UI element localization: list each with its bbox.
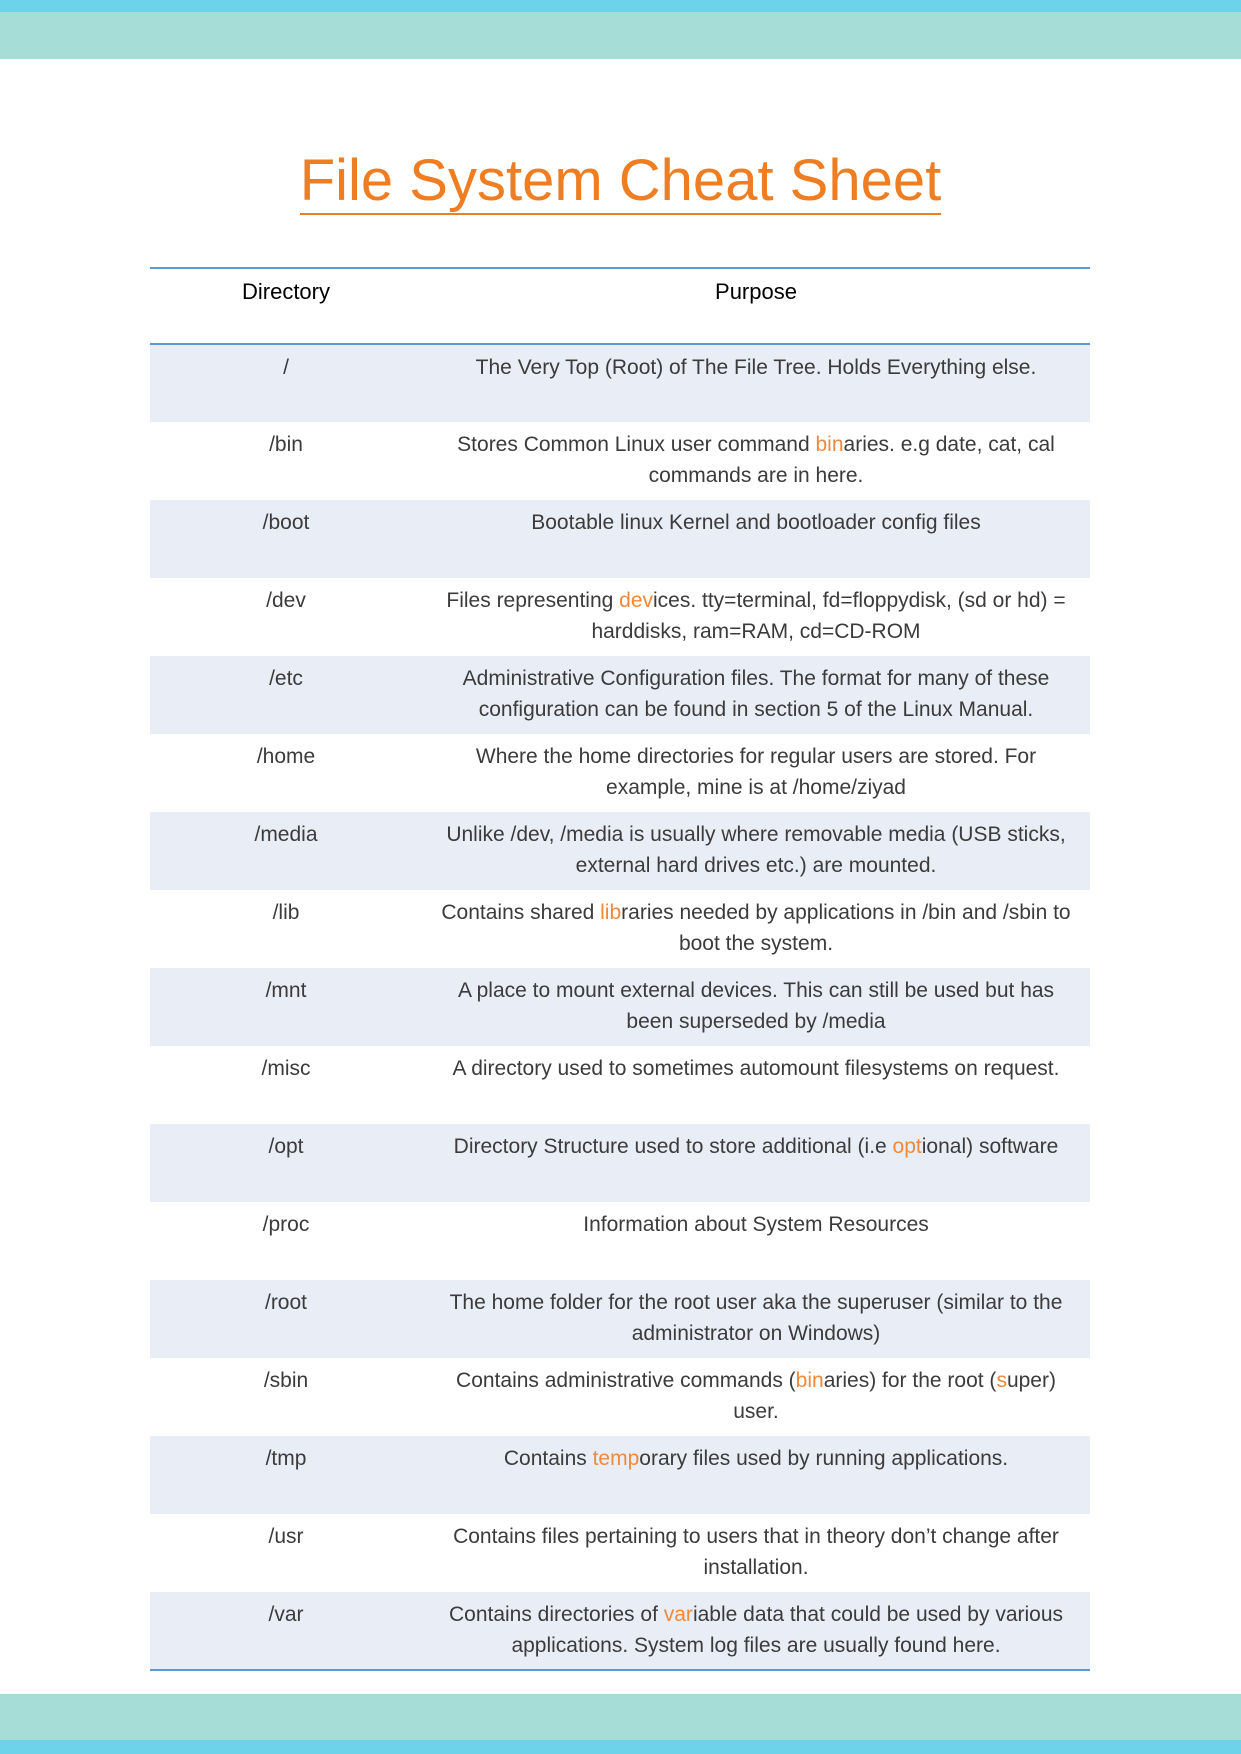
purpose-cell: [422, 890, 1090, 968]
purpose-cell: [422, 1124, 1090, 1202]
table-row: [150, 344, 1090, 422]
purpose-cell: [422, 656, 1090, 734]
page-title: [0, 148, 1241, 215]
directory-cell: /mnt: [265, 979, 307, 1002]
purpose-text: aries. e.g date, cat, cal commands are in here.: [648, 433, 1055, 487]
table-row: [150, 500, 1090, 578]
purpose-highlight: opt: [892, 1135, 922, 1158]
purpose-text: The home folder for the root user aka the superuser (similar to the administrator on Windows): [449, 1291, 1063, 1345]
footer-band-edge: [0, 1740, 1241, 1754]
table-row: [150, 578, 1090, 656]
table-row: [150, 1436, 1090, 1514]
directory-cell: /lib: [272, 901, 300, 924]
table-row: [150, 1592, 1090, 1670]
purpose-text: Contains directories of: [448, 1603, 664, 1626]
directory-cell: /root: [264, 1291, 308, 1314]
purpose-text: Contains: [503, 1447, 593, 1470]
table-row: [150, 1202, 1090, 1280]
purpose-highlight: temp: [592, 1447, 640, 1470]
table-row: [150, 1046, 1090, 1124]
table-row: [150, 812, 1090, 890]
purpose-text: aries) for the root (: [823, 1369, 997, 1392]
table-row: [150, 1514, 1090, 1592]
purpose-cell: [422, 1514, 1090, 1592]
directory-cell: /proc: [262, 1213, 310, 1236]
table-row: [150, 968, 1090, 1046]
directory-cell: /boot: [262, 511, 310, 534]
directory-cell: /home: [256, 745, 316, 768]
table-header-row: [150, 268, 1090, 344]
purpose-cell: [422, 1202, 1090, 1280]
footer-band: [0, 1694, 1241, 1740]
directory-cell: /usr: [268, 1525, 304, 1548]
purpose-cell: [422, 1280, 1090, 1358]
page-title-text: File System Cheat Sheet: [299, 148, 942, 213]
table-row: [150, 656, 1090, 734]
directory-cell: /opt: [268, 1135, 304, 1158]
purpose-cell: [422, 500, 1090, 578]
purpose-cell: [422, 968, 1090, 1046]
column-header-directory: Directory: [241, 279, 330, 304]
purpose-text: iable data that could be used by various applications. System log files are usually found here.: [511, 1603, 1064, 1657]
purpose-text: Bootable linux Kernel and bootloader config files: [531, 511, 981, 534]
purpose-text: The Very Top (Root) of The File Tree. Holds Everything else.: [475, 356, 1037, 379]
purpose-text: A directory used to sometimes automount filesystems on request.: [452, 1057, 1060, 1080]
purpose-cell: [422, 1592, 1090, 1670]
purpose-text: Contains shared: [441, 901, 601, 924]
purpose-cell: [422, 578, 1090, 656]
purpose-text: Information about System Resources: [583, 1213, 929, 1236]
cheat-sheet-table: [150, 267, 1090, 1671]
purpose-highlight: lib: [600, 901, 622, 924]
table-body: [150, 344, 1090, 1670]
table-header: [150, 268, 1090, 344]
table-row: [150, 1280, 1090, 1358]
purpose-highlight: dev: [619, 589, 653, 612]
purpose-highlight: bin: [795, 1369, 824, 1392]
purpose-highlight: s: [996, 1369, 1007, 1392]
purpose-text: ices. tty=terminal, fd=floppydisk, (sd or hd) = harddisks, ram=RAM, cd=CD-ROM: [591, 589, 1066, 643]
purpose-cell: [422, 812, 1090, 890]
directory-cell: /misc: [261, 1057, 311, 1080]
table-row: [150, 422, 1090, 500]
purpose-highlight: bin: [815, 433, 844, 456]
purpose-text: Contains administrative commands (: [456, 1369, 796, 1392]
purpose-cell: [422, 734, 1090, 812]
table-row: [150, 734, 1090, 812]
purpose-text: orary files used by running applications.: [639, 1447, 1009, 1470]
directory-cell: /tmp: [265, 1447, 307, 1470]
directory-cell: /sbin: [263, 1369, 309, 1392]
purpose-text: Directory Structure used to store additional (i.e: [453, 1135, 893, 1158]
purpose-text: Files representing: [446, 589, 620, 612]
purpose-text: uper) user.: [733, 1369, 1056, 1423]
purpose-text: ional) software: [921, 1135, 1059, 1158]
purpose-cell: [422, 1046, 1090, 1124]
purpose-text: Stores Common Linux user command: [457, 433, 816, 456]
directory-cell: /: [283, 356, 289, 379]
directory-cell: /bin: [269, 433, 303, 456]
purpose-text: raries needed by applications in /bin and /sbin to boot the system.: [621, 901, 1071, 955]
directory-cell: /dev: [266, 589, 306, 612]
purpose-text: Administrative Configuration files. The format for many of these configuration can be found in section 5 of the Linux Manual.: [462, 667, 1050, 721]
table-row: [150, 1358, 1090, 1436]
purpose-cell: [422, 344, 1090, 422]
directory-cell: /media: [254, 823, 318, 846]
purpose-cell: [422, 422, 1090, 500]
purpose-cell: [422, 1436, 1090, 1514]
purpose-text: Unlike /dev, /media is usually where removable media (USB sticks, external hard drives etc.) are mounted.: [446, 823, 1066, 877]
directory-cell: /etc: [269, 667, 303, 690]
purpose-text: Contains files pertaining to users that in theory don’t change after installation.: [453, 1525, 1059, 1579]
purpose-highlight: var: [663, 1603, 693, 1626]
purpose-cell: [422, 1358, 1090, 1436]
header-band-edge: [0, 0, 1241, 12]
table-row: [150, 890, 1090, 968]
purpose-text: A place to mount external devices. This can still be used but has been superseded by /media: [457, 979, 1055, 1033]
header-band: [0, 12, 1241, 59]
directory-cell: /var: [268, 1603, 304, 1626]
table-row: [150, 1124, 1090, 1202]
purpose-text: Where the home directories for regular users are stored. For example, mine is at /home/ziyad: [475, 745, 1037, 799]
column-header-purpose: Purpose: [715, 279, 797, 304]
